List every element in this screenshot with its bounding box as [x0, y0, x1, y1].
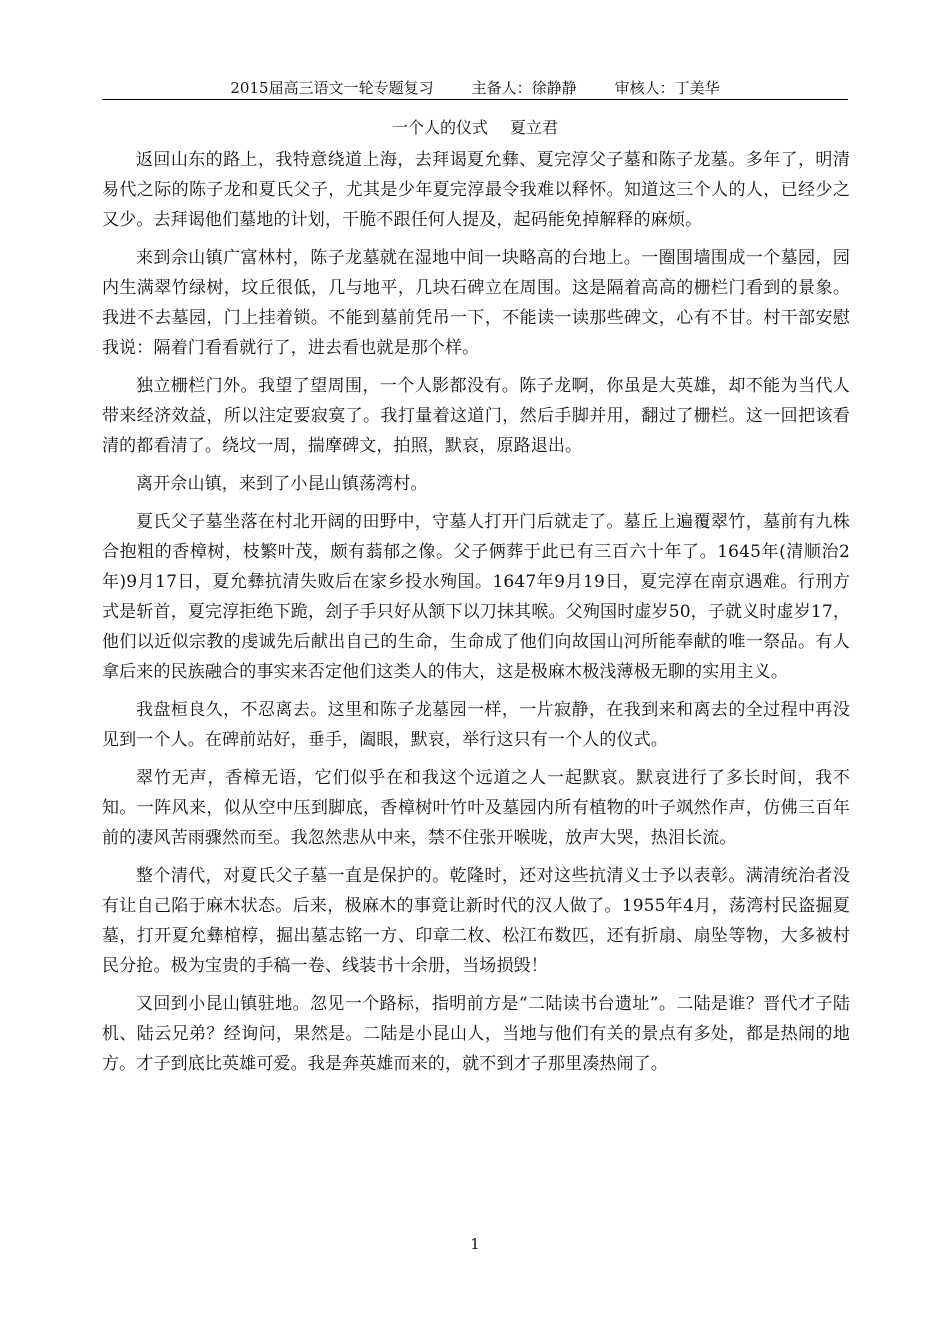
paragraph: 夏氏父子墓坐落在村北开阔的田野中，守墓人打开门后就走了。墓丘上遍覆翠竹，墓前有九株合抱粗的香樟树，枝繁叶茂，颇有蓊郁之像。父子俩葬于此已有三百六十年了。1645年(清顺治2年)9月17日，夏允彝抗清失败后在家乡投水殉国。1647年9月19日，夏完淳在南京遇难。行刑方式是斩首，夏完淳拒绝下跪，刽子手只好从颔下以刀抹其喉。父殉国时虚岁50，子就义时虚岁17，他们以近似宗教的虔诚先后献出自己的生命，生命成了他们向故国山河所能奉献的唯一祭品。有人拿后来的民族融合的事实来否定他们这类人的伟大，这是极麻木极浅薄极无聊的实用主义。 [102, 512, 850, 682]
paragraph: 我盘桓良久，不忍离去。这里和陈子龙墓园一样，一片寂静，在我到来和离去的全过程中再没见到一个人。在碑前站好，垂手，阖眼，默哀，举行这只有一个人的仪式。 [102, 700, 850, 750]
article-author: 夏立君 [510, 118, 559, 137]
paragraph: 来到佘山镇广富林村，陈子龙墓就在湿地中间一块略高的台地上。一圈围墙围成一个墓园，园内生满翠竹绿树，坟丘很低，几与地平，几块石碑立在周围。这是隔着高高的栅栏门看到的景象。我进不去墓园，门上挂着锁。不能到墓前凭吊一下，不能读一读那些碑文，心有不甘。村干部安慰我说：隔着门看看就行了，进去看也就是那个样。 [102, 248, 850, 358]
paragraph: 独立栅栏门外。我望了望周围，一个人影都没有。陈子龙啊，你虽是大英雄，却不能为当代人带来经济效益，所以注定要寂寞了。我打量着这道门，然后手脚并用，翻过了栅栏。这一回把该看清的都看清了。绕坟一周，揣摩碑文，拍照，默哀，原路退出。 [102, 376, 850, 456]
article-body [102, 145, 850, 1087]
paragraph: 整个清代，对夏氏父子墓一直是保护的。乾隆时，还对这些抗清义士予以表彰。满清统治者没有让自己陷于麻木状态。后来，极麻木的事竟让新时代的汉人做了。1955年4月，荡湾村民盗掘夏墓，打开夏允彝棺椁，掘出墓志铭一方、印章二枚、松江布数匹，还有折扇、扇坠等物，大多被村民分抢。极为宝贵的手稿一卷、线装书十余册，当场损毁！ [102, 866, 850, 976]
paragraph: 离开佘山镇，来到了小昆山镇荡湾村。 [136, 474, 428, 494]
page-number: 1 [470, 1235, 480, 1253]
paragraph: 又回到小昆山镇驻地。忽见一个路标，指明前方是“二陆读书台遗址”。二陆是谁？晋代才子陆机、陆云兄弟？经询问，果然是。二陆是小昆山人，当地与他们有关的景点有多处，都是热闹的地方。才子到底比英雄可爱。我是奔英雄而来的，就不到才子那里凑热闹了。 [102, 994, 850, 1074]
header-preparer: 主备人：徐静静 [471, 79, 577, 97]
header-divider [102, 99, 848, 100]
paragraph: 返回山东的路上，我特意绕道上海，去拜谒夏允彝、夏完淳父子墓和陈子龙墓。多年了，明清易代之际的陈子龙和夏氏父子，尤其是少年夏完淳最令我难以释怀。知道这三个人的人，已经少之又少。去拜谒他们墓地的计划，干脆不跟任何人提及，起码能免掉解释的麻烦。 [102, 150, 850, 230]
paragraph: 翠竹无声，香樟无语，它们似乎在和我这个远道之人一起默哀。默哀进行了多长时间，我不知。一阵风来，似从空中压到脚底，香樟树叶竹叶及墓园内所有植物的叶子飒然作声，仿佛三百年前的凄风苦雨骤然而至。我忽然悲从中来，禁不住张开喉咙，放声大哭，热泪长流。 [102, 768, 850, 848]
header-reviewer: 审核人：丁美华 [614, 79, 720, 97]
article-title: 一个人的仪式 [391, 118, 488, 137]
page-header [102, 78, 848, 98]
article-title-line [102, 118, 848, 138]
header-course: 2015届高三语文一轮专题复习 [230, 79, 434, 97]
